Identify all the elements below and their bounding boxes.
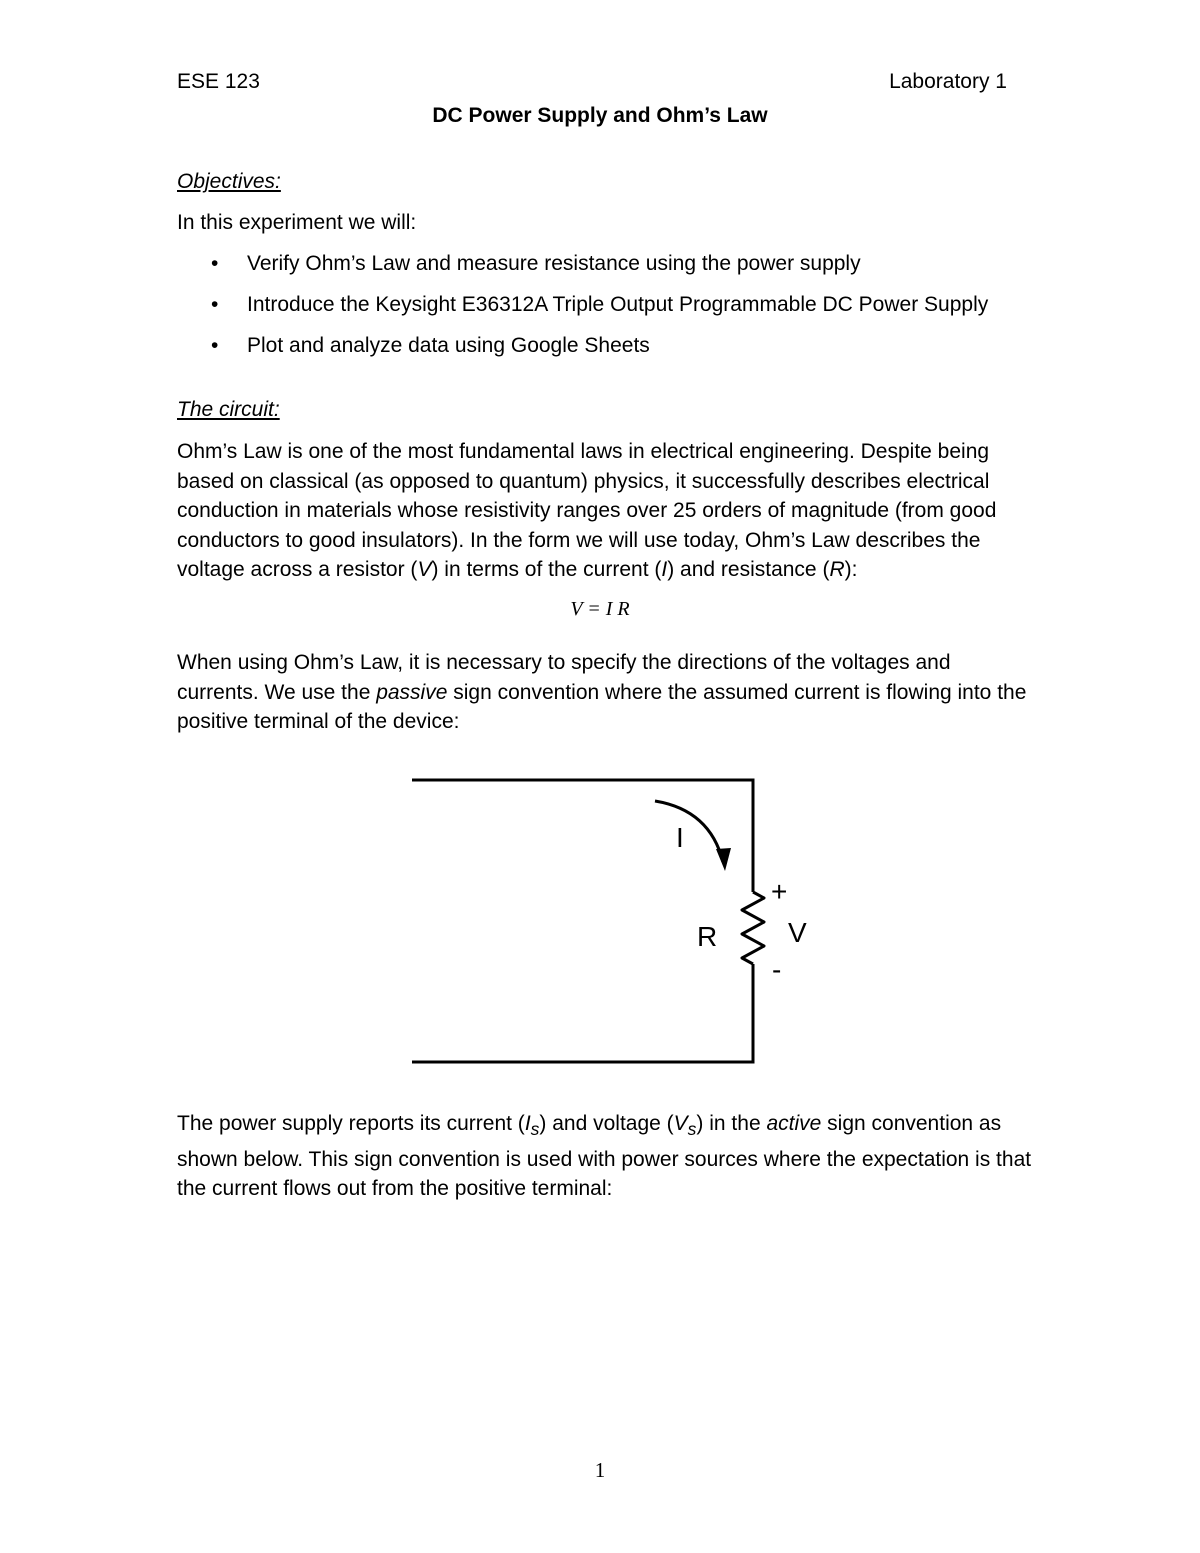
symbol-i: I: [661, 558, 668, 582]
symbol-v: V: [417, 558, 432, 582]
symbol-vs: [673, 1112, 697, 1140]
voltage-label: V: [788, 917, 807, 948]
emphasis-passive: passive: [376, 680, 448, 704]
ohms-law-equation: V = I R: [570, 598, 630, 620]
symbol-vs-main: V: [673, 1112, 688, 1135]
resistor-zigzag: [742, 892, 764, 964]
paragraph-text: The power supply reports its current (: [177, 1112, 525, 1135]
list-item: [177, 251, 988, 292]
objective-text: Plot and analyze data using Google Sheets: [247, 334, 650, 357]
paragraph-text: ) in the: [696, 1112, 767, 1135]
arrowhead-icon: [716, 848, 731, 871]
lab-number: Laboratory 1: [889, 70, 1007, 93]
bullet-icon: •: [211, 293, 219, 316]
objective-text: Verify Ohm’s Law and measure resistance using the power supply: [247, 252, 861, 275]
paragraph-text: ):: [844, 558, 858, 582]
current-arrow-icon: [655, 801, 723, 862]
emphasis-active: active: [766, 1112, 822, 1135]
paragraph-text: sign convention as shown below. This sign convention is used with power sources where the expectation is that the current flows out from the positive terminal:: [177, 1112, 1032, 1201]
bullet-icon: •: [211, 334, 219, 357]
objective-text: Introduce the Keysight E36312A Triple Output Programmable DC Power Supply: [247, 293, 989, 316]
current-label: I: [676, 822, 684, 853]
symbol-is-sub: s: [530, 1119, 540, 1140]
resistor-circuit-diagram: [400, 770, 820, 1070]
ohms-law-paragraph: [177, 437, 1037, 585]
objectives-list: [177, 251, 988, 374]
symbol-r: R: [829, 558, 845, 582]
document-title: DC Power Supply and Ohm’s Law: [432, 104, 768, 127]
list-item: [177, 292, 988, 333]
circuit-wire-bottom: [412, 964, 753, 1062]
resistor-label: R: [697, 921, 718, 952]
plus-sign: +: [771, 876, 788, 907]
active-convention-paragraph: [177, 1109, 1037, 1204]
paragraph-text: Ohm’s Law is one of the most fundamental laws in electrical engineering. Despite being based on classical (as opposed to quantum) physics, it successfully describes electrical conduction in materials whose resistivity ranges over 25 orders of magnitude (from good conductors to good insulators). In the form we will use today, Ohm’s Law describes the voltage across a resistor (: [177, 440, 997, 582]
course-code: ESE 123: [177, 70, 260, 93]
symbol-is: [524, 1112, 540, 1140]
paragraph-text: sign convention where the assumed current is flowing into the positive terminal of the device:: [177, 680, 1027, 734]
circuit-heading: The circuit:: [177, 398, 280, 421]
circuit-wire-top: [412, 780, 753, 892]
minus-sign: -: [772, 954, 782, 985]
objectives-intro: In this experiment we will:: [177, 211, 417, 234]
paragraph-text: ) and voltage (: [539, 1112, 674, 1135]
paragraph-text: ) in terms of the current (: [431, 558, 662, 582]
page-number: 1: [594, 1458, 606, 1482]
list-item: [177, 333, 988, 374]
objectives-heading: Objectives:: [177, 170, 281, 193]
symbol-vs-sub: s: [687, 1119, 697, 1140]
bullet-icon: •: [211, 252, 219, 275]
sign-convention-paragraph: [177, 648, 1037, 737]
paragraph-text: ) and resistance (: [667, 558, 830, 582]
symbol-is-main: I: [524, 1112, 531, 1135]
paragraph-text: When using Ohm’s Law, it is necessary to specify the directions of the voltages and currents. We use the: [177, 651, 951, 704]
